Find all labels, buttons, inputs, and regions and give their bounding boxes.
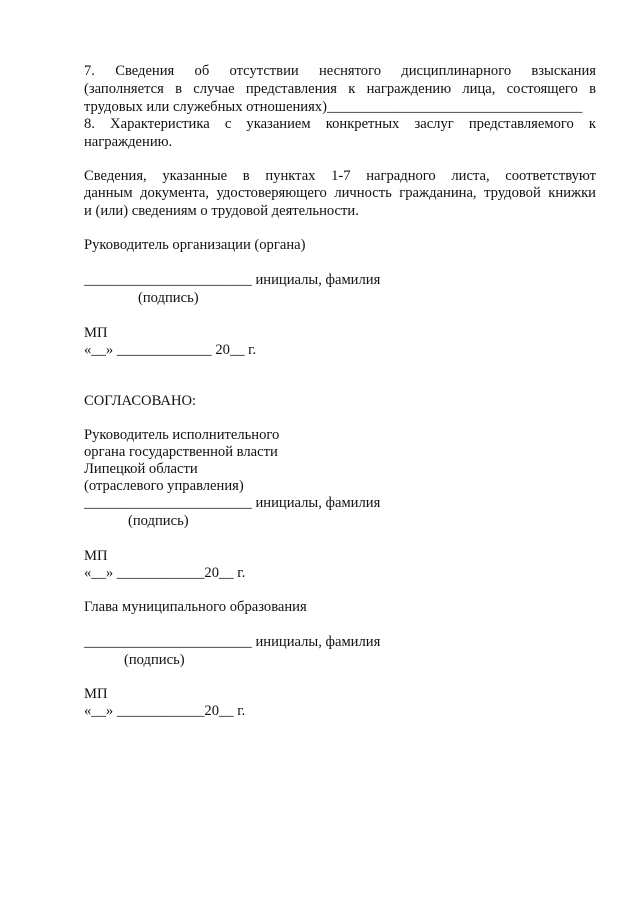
item7-line3: трудовых или служебных отношениях)___________________________________ <box>84 99 583 115</box>
mun-sign-caption: (подпись) <box>124 652 185 668</box>
mun-stamp: МП <box>84 686 108 702</box>
exec-date: «__» ____________20__ г. <box>84 565 246 581</box>
item7-line2: (заполняется в случае представления к награждению лица, состоящего в <box>84 81 596 97</box>
note-line1: Сведения, указанные в пунктах 1-7 наградного листа, соответствуют <box>84 168 596 184</box>
org-head-date: «__» _____________ 20__ г. <box>84 342 257 358</box>
mun-title: Глава муниципального образования <box>84 599 307 615</box>
item7-line1: 7. Сведения об отсутствии неснятого дисциплинарного взыскания <box>84 63 596 79</box>
org-head-sign-line: _______________________ инициалы, фамилия <box>84 272 381 288</box>
approved-heading: СОГЛАСОВАНО: <box>84 393 197 409</box>
org-head-title: Руководитель организации (органа) <box>84 237 306 253</box>
note-line3: и (или) сведениям о трудовой деятельности. <box>84 203 359 219</box>
mun-date: «__» ____________20__ г. <box>84 703 246 719</box>
exec-sign-line: _______________________ инициалы, фамилия <box>84 495 381 511</box>
note-line2: данным документа, удостоверяющего личность гражданина, трудовой книжки <box>84 185 596 201</box>
item8-line1: 8. Характеристика с указанием конкретных заслуг представляемого к <box>84 116 596 132</box>
exec-title-2: органа государственной власти <box>84 444 278 460</box>
org-head-sign-caption: (подпись) <box>138 290 199 306</box>
exec-title-3: Липецкой области <box>84 461 198 477</box>
exec-title-4: (отраслевого управления) <box>84 478 244 494</box>
exec-title-1: Руководитель исполнительного <box>84 427 280 443</box>
org-head-stamp: МП <box>84 325 108 341</box>
mun-sign-line: _______________________ инициалы, фамилия <box>84 634 381 650</box>
exec-sign-caption: (подпись) <box>128 513 189 529</box>
exec-stamp: МП <box>84 548 108 564</box>
item8-line2: награждению. <box>84 134 173 150</box>
